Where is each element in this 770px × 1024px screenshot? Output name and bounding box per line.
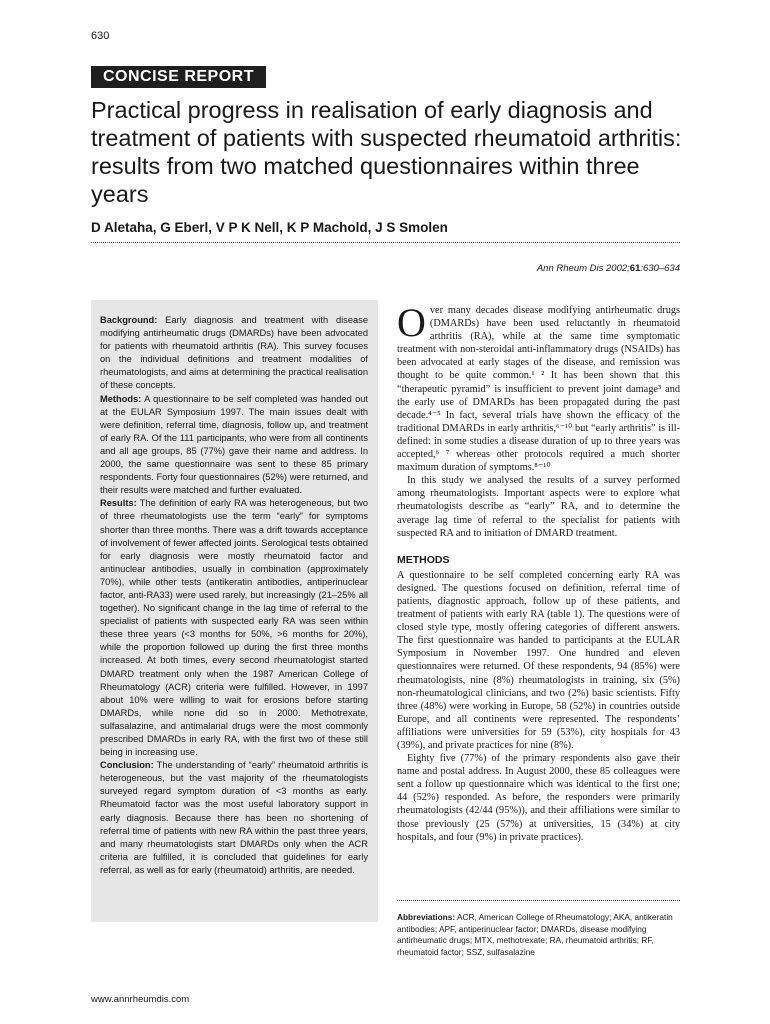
article-body xyxy=(397,300,680,844)
abstract-methods-text: A questionnaire to be self completed was handed out at the EULAR Symposium 1997. The main issues dealt with were definition, referral time, diagnosis, follow up, and treatment of early RA. Of the 111 participants, who were from all continents and all age groups, 85 (77%) gave their name and address. In 2000, the same questionnaire was sent to these 85 primary respondents. Forty four questionnaires (52%) were returned, and their results were matched and further evaluated. xyxy=(100,393,368,496)
abbreviations xyxy=(397,912,680,958)
citation-journal: Ann Rheum Dis xyxy=(536,263,604,274)
citation-year: 2002; xyxy=(606,263,630,274)
abstract-results-text: The definition of early RA was heterogeneous, but two of three rheumatologists use the term “early” for symptoms shorter than three months. There was a drift towards acceptance of involvement of fewer affected joints. Serological tests obtained for early diagnosis were mostly rheumatoid factor and antinuclear antibodies, usually in combination (approximately 70%), while other tests (antikeratin antibodies, antiperinuclear factor, anti-RA33) were used rarely, but increasingly (21–25% all together). No significant change in the lag time of referral to the specialist of patients with suspected early RA was seen within these three years (<3 months for 50%, >6 months for 20%), while the proportion followed up during the first three months increased. At both times, every second rheumatologist started DMARD treatment only when the 1987 American College of Rheumatology (ACR) criteria were fulfilled. However, in 1997 about 10% were willing to wait for erosions before starting DMARDs, while none did so in 2000. Methotrexate, sulfasalazine, and antimalarial drugs were the most commonly prescribed DMARDs in early RA, with the first two of these still being in increasing use. xyxy=(100,498,368,758)
abstract-conclusion-heading: Conclusion: xyxy=(100,760,154,771)
abstract-results xyxy=(100,497,368,759)
citation xyxy=(440,263,680,274)
abstract xyxy=(100,314,368,877)
abstract-conclusion xyxy=(100,759,368,877)
citation-pages: :630–634 xyxy=(640,263,680,274)
page-number: 630 xyxy=(91,30,110,42)
abstract-background-heading: Background: xyxy=(100,315,158,325)
footer-url: www.annrheumdis.com xyxy=(91,994,190,1005)
article-title: Practical progress in realisation of early diagnosis and treatment of patients with suspected rheumatoid arthritis: results from two matched questionnaires within three years xyxy=(91,97,682,207)
intro-paragraph-1 xyxy=(397,300,680,474)
intro-paragraph-2: In this study we analysed the results of a survey performed among rheumatologists. Important aspects were to explore what rheumatologists describe as “early” RA, and to determine the average lag time of referral to the specialist for patients with suspected RA and to initiation of DMARD treatment. xyxy=(397,475,680,539)
abbreviations-text: ACR, American College of Rheumatology; AKA, antikeratin antibodies; APF, antiperinuclear factor; DMARDs, disease modifying antirheumatic drugs; MTX, methotrexate; RA, rheumatoid arthritis; RF, rheumatoid factor; SSZ, sulfasalazine xyxy=(397,912,673,957)
abstract-results-heading: Results: xyxy=(100,498,137,509)
drop-cap: O xyxy=(397,300,426,345)
header-divider xyxy=(91,242,680,243)
abbreviations-heading: Abbreviations: xyxy=(397,912,456,922)
section-label: CONCISE REPORT xyxy=(91,66,266,88)
footnote-divider xyxy=(397,900,680,901)
author-list: D Aletaha, G Eberl, V P K Nell, K P Machold, J S Smolen xyxy=(91,220,448,235)
abstract-methods-heading: Methods: xyxy=(100,393,142,404)
methods-paragraph-2: Eighty five (77%) of the primary respondents also gave their name and postal address. In August 2000, these 85 colleagues were sent a follow up questionnaire which was identical to the first one; 44 (52%) responded. As before, the responders were primarily rheumatologists (42/44 (95%)), and their affiliations were similar to those previously (25 (57%) at universities, 15 (34%) at city hospitals, and four (9%) in private practices). xyxy=(397,753,680,843)
abstract-methods xyxy=(100,393,368,498)
abstract-conclusion-text: The understanding of “early” rheumatoid arthritis is heterogeneous, but the vast majority of the rheumatologists surveyed regard symptom duration of <3 months as early. Rheumatoid factor was the most useful laboratory support in early diagnosis. Because there has been no shortening of referral time of patients with new RA within the past three years, and many rheumatologists start DMARDs only when the ACR criteria are fulfilled, it is concluded that guidelines for early referral, as well as for early (rheumatoid) arthritis, are needed. xyxy=(100,760,368,875)
abstract-background xyxy=(100,314,368,393)
citation-volume: 61 xyxy=(629,263,641,274)
methods-paragraph-1: A questionnaire to be self completed concerning early RA was designed. The questions focused on definition, referral time of patients, diagnostic approach, follow up of these patients, and treatment of patients with early RA (table 1). The questions were of closed style type, mostly offering categories of different answers. The first questionnaire was handed to participants at the EULAR Symposium in November 1997. One hundred and eleven questionnaires were returned. Of these respondents, 94 (85%) were rheumatologists, nine (8%) rheumatologists in training, six (5%) non-rheumatological clinicians, and two (2%) basic scientists. Fifty three (48%) were working in Europe, 58 (52%) in countries outside Europe, and all continents were represented. The respondents’ affiliations were universities for 59 (53%), city hospitals for 43 (39%), and private practices for nine (8%). xyxy=(397,569,680,751)
methods-heading: METHODS xyxy=(397,553,450,566)
intro-paragraph-1-text: ver many decades disease modifying antirheumatic drugs (DMARDs) have been used reluctantly in rheumatoid arthritis (RA), while at the same time symptomatic treatment with non-steroidal anti-inflammatory drugs (NSAIDs) has been advocated at early stages of the disease, and remission was thought to be quite common.¹ ² It has been shown that this “therapeutic pyramid” is insufficient to prevent joint damage³ and the early use of DMARDs has been propagated during the past decade.⁴⁻⁵ In fact, several trials have shown the efficacy of the traditional DMARDs in early arthritis,⁶⁻¹⁰ but “early arthritis” is ill-defined: in some studies a disease duration of up to three years was accepted,⁶ ⁷ whereas other protocols required a much shorter maximum duration of symptoms.⁸⁻¹⁰ xyxy=(397,305,680,474)
abstract-background-text: Early diagnosis and treatment with disease modifying antirheumatic drugs (DMARDs) have been advocated for patients with rheumatoid arthritis (RA). This survey focuses on the individual definitions and treatment modalities of rheumatologists, and aims at determining the practical realisation of these concepts. xyxy=(100,315,368,391)
